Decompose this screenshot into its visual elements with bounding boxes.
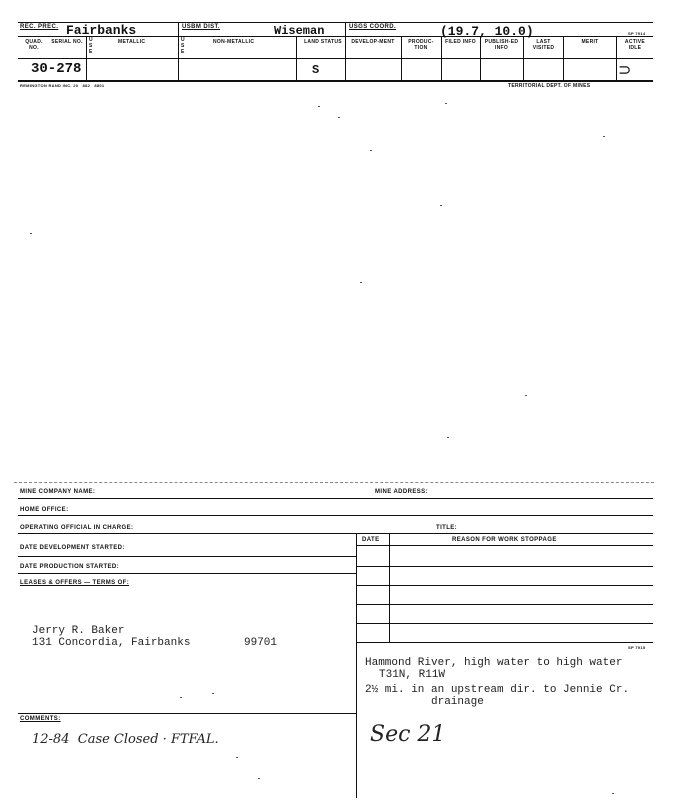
reason-column-label: REASON FOR WORK STOPPAGE: [452, 537, 557, 543]
rule: [18, 533, 653, 534]
form-number: SP 7915: [628, 645, 646, 650]
rule: [441, 36, 442, 80]
rule: [401, 36, 402, 80]
col-serial-no: SERIAL NO.: [51, 39, 83, 45]
rule: [18, 80, 653, 82]
leases-label: LEASES & OFFERS — TERMS OF:: [20, 580, 130, 586]
col-last-visited: LAST VISITED: [532, 39, 555, 51]
rule: [18, 713, 356, 714]
rule: [356, 623, 653, 624]
scan-speck: [236, 757, 238, 758]
rule: [356, 642, 653, 643]
location-line-4: drainage: [431, 696, 484, 708]
agency-footer: TERRITORIAL DEPT. OF MINES: [508, 83, 591, 89]
scan-speck: [447, 437, 449, 438]
col-quad-no: QUAD. NO.: [25, 39, 43, 51]
rule: [389, 533, 390, 642]
usgs-coord-value: (19.7, 10.0): [440, 24, 534, 39]
usbm-dist-value: Wiseman: [274, 24, 325, 38]
location-line-3: 2½ mi. in an upstream dir. to Jennie Cr.: [365, 684, 630, 696]
rule: [18, 58, 653, 59]
scan-speck: [525, 395, 527, 396]
rule: [356, 545, 653, 546]
quad-serial-value: 30-278: [31, 61, 82, 77]
owner-name: Jerry R. Baker: [32, 625, 125, 637]
usgs-coord-label: USGS COORD.: [349, 24, 397, 30]
rule: [356, 566, 653, 567]
location-line-1: Hammond River, high water to high water: [365, 657, 623, 669]
title-label: TITLE:: [436, 525, 458, 531]
mine-company-label: MINE COMPANY NAME:: [20, 489, 96, 495]
section-note: Sec 21: [370, 722, 446, 747]
owner-zip: 99701: [244, 637, 278, 649]
rule: [18, 556, 356, 557]
scan-speck: [370, 150, 372, 151]
date-column-label: DATE: [362, 537, 380, 543]
rule: [18, 498, 653, 499]
col-production: PRODUC-TION: [408, 39, 434, 51]
col-filed-info: FILED INFO: [445, 39, 476, 45]
scan-speck: [318, 106, 320, 107]
rule: [296, 36, 297, 80]
scan-speck: [612, 793, 614, 794]
scan-speck: [212, 693, 214, 694]
col-active-idle: ACTIVE IDLE: [624, 39, 646, 51]
col-metallic: METALLIC: [118, 39, 146, 45]
usbm-dist-label: USBM DIST.: [182, 24, 221, 30]
col-merit: MERIT: [581, 39, 599, 45]
owner-address: 131 Concordia, Fairbanks: [32, 637, 191, 649]
comments-label: COMMENTS:: [20, 716, 61, 722]
scan-speck: [603, 136, 605, 137]
scan-speck: [360, 282, 362, 283]
scan-speck: [30, 233, 32, 234]
rule: [563, 36, 564, 80]
rule: [356, 585, 653, 586]
date-development-label: DATE DEVELOPMENT STARTED:: [20, 545, 125, 551]
mine-address-label: MINE ADDRESS:: [375, 489, 428, 495]
printer-footer: REMINGTON RAND INC. 20 882 8801: [20, 83, 105, 88]
rule: [356, 782, 357, 798]
rule: [356, 604, 653, 605]
scan-speck: [445, 103, 447, 104]
scan-speck: [258, 778, 260, 779]
active-idle-mark: ⊃: [618, 62, 632, 79]
rule: [616, 36, 617, 80]
rec-prec-value: Fairbanks: [66, 23, 137, 38]
col-use-nonmetallic: U S E: [181, 37, 185, 55]
rule: [86, 36, 87, 80]
rule: [18, 573, 356, 574]
comments-text: 12-84 Case Closed · FTFAL.: [32, 732, 219, 747]
rule: [14, 482, 654, 483]
col-land-status: LAND STATUS: [304, 39, 342, 45]
rule: [18, 515, 653, 516]
form-number: SP 7914: [628, 31, 646, 36]
rule: [356, 533, 357, 795]
rule: [345, 22, 346, 80]
rule: [523, 36, 524, 80]
operating-official-label: OPERATING OFFICIAL IN CHARGE:: [20, 525, 134, 531]
home-office-label: HOME OFFICE:: [20, 507, 69, 513]
col-published-info: PUBLISH-ED INFO: [484, 39, 519, 51]
col-use-metallic: U S E: [89, 37, 93, 55]
land-status-value: S: [312, 63, 320, 77]
col-nonmetallic: NON-METALLIC: [213, 39, 255, 45]
date-production-label: DATE PRODUCTION STARTED:: [20, 564, 120, 570]
scan-speck: [180, 697, 182, 698]
location-line-2: T31N, R11W: [379, 669, 446, 681]
scan-speck: [440, 205, 442, 206]
rule: [480, 36, 481, 80]
scan-speck: [338, 117, 340, 118]
rec-prec-label: REC. PREC.: [20, 24, 59, 30]
rule: [178, 22, 179, 80]
col-development: DEVELOP-MENT: [351, 39, 395, 45]
